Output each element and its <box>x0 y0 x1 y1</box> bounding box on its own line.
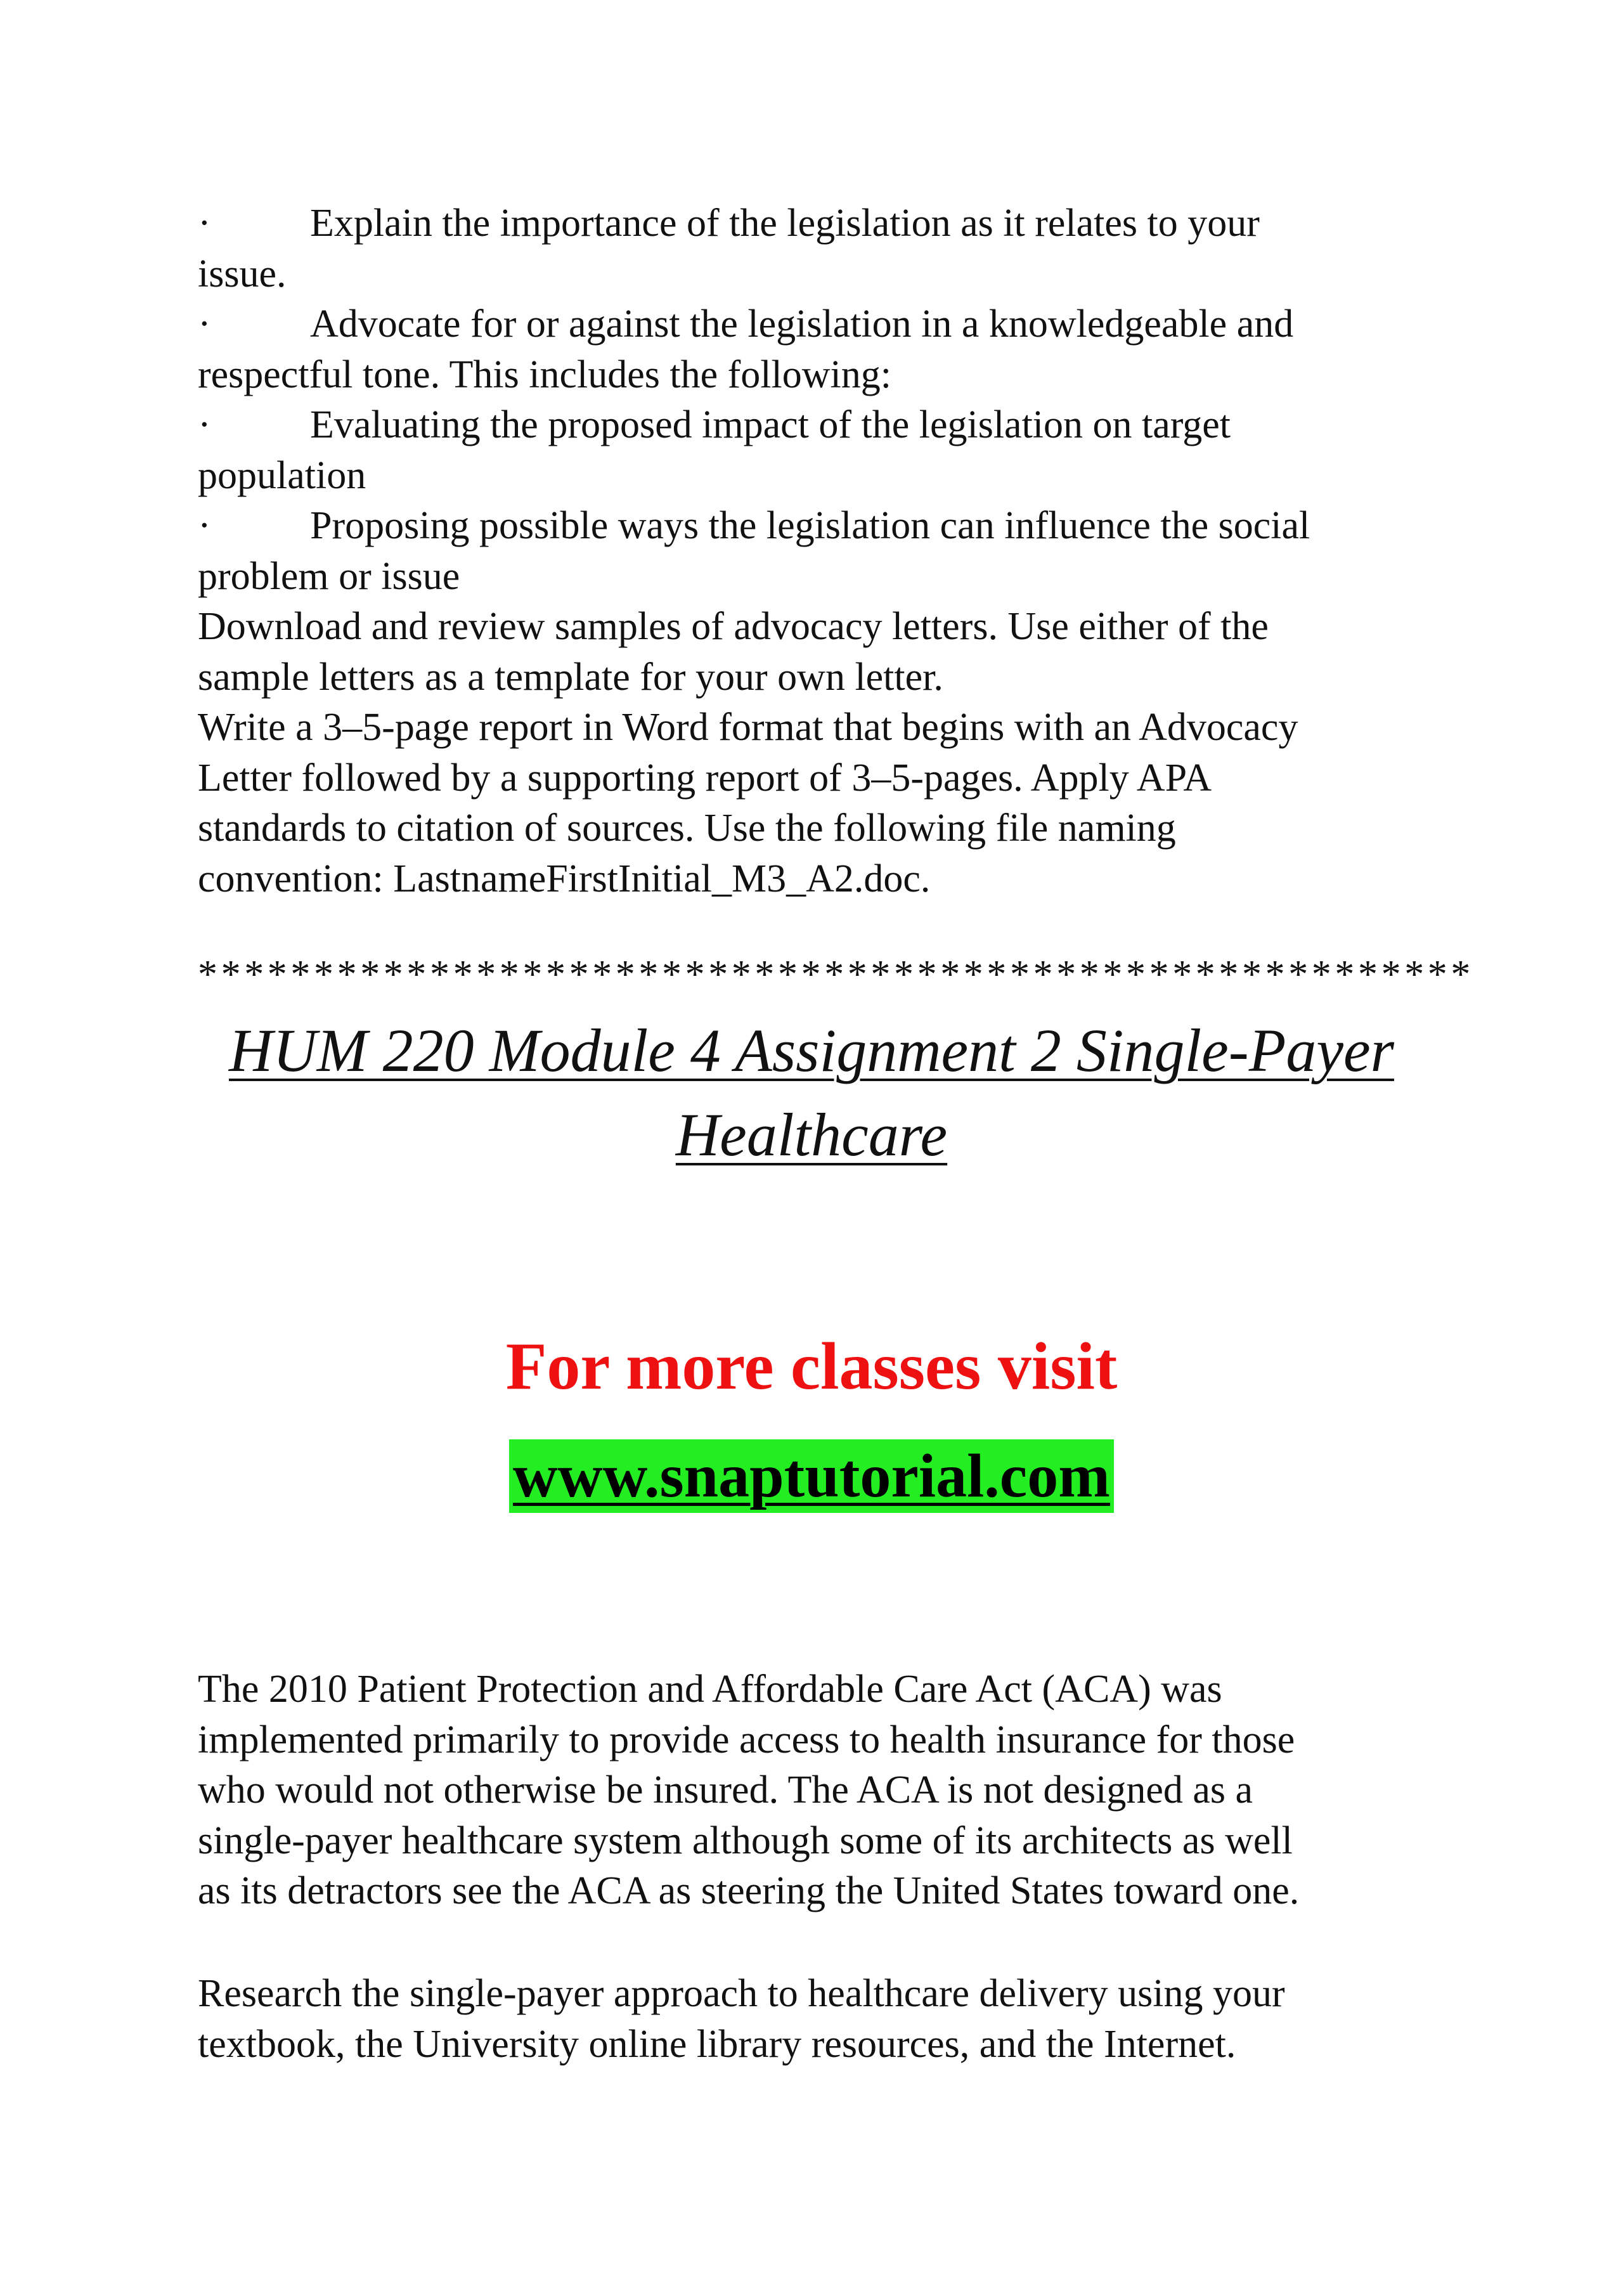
bullet-text: Proposing possible ways the legislation can influence the social <box>310 504 1310 547</box>
promo-url-wrapper <box>0 1439 1623 1513</box>
paragraph-line: implemented primarily to provide access to health insurance for those <box>198 1718 1295 1761</box>
bullet-continuation: issue. <box>198 252 287 295</box>
bullet-item <box>198 299 1466 400</box>
paragraph-line: Research the single-payer approach to healthcare delivery using your <box>198 1972 1285 2015</box>
instructions-line: sample letters as a template for your own letter. <box>198 655 943 699</box>
asterisk-separator: ******************************************************* <box>198 953 1474 996</box>
promo-text: For more classes visit <box>505 1329 1118 1403</box>
bullet-marker: · <box>198 202 211 245</box>
bullet-item <box>198 501 1466 602</box>
paragraph-line: single-payer healthcare system although some of its architects as well <box>198 1819 1293 1862</box>
bullet-item <box>198 400 1466 501</box>
bullet-text: Advocate for or against the legislation in a knowledgeable and <box>310 302 1294 346</box>
bullet-list <box>198 198 1466 904</box>
instructions-line: Letter followed by a supporting report of 3–5-pages. Apply APA <box>198 756 1212 800</box>
instructions-line: Download and review samples of advocacy letters. Use either of the <box>198 605 1269 648</box>
paragraph-line: as its detractors see the ACA as steering the United States toward one. <box>198 1869 1300 1912</box>
paragraph-line: The 2010 Patient Protection and Affordable Care Act (ACA) was <box>198 1668 1222 1711</box>
paragraph-line: who would not otherwise be insured. The ACA is not designed as a <box>198 1768 1253 1812</box>
paragraph-line: textbook, the University online library resources, and the Internet. <box>198 2022 1236 2066</box>
bullet-text: Explain the importance of the legislation as it relates to your <box>310 202 1260 245</box>
bullet-continuation: population <box>198 453 366 497</box>
instructions-paragraph <box>198 602 1466 904</box>
bullet-text: Evaluating the proposed impact of the legislation on target <box>310 403 1231 446</box>
bullet-continuation: respectful tone. This includes the following: <box>198 353 891 396</box>
bullet-item <box>198 198 1466 299</box>
title-line: Healthcare <box>675 1101 948 1169</box>
title-line: HUM 220 Module 4 Assignment 2 Single-Payer <box>229 1016 1394 1084</box>
research-paragraph <box>198 1969 1466 2070</box>
bullet-marker: · <box>198 504 211 547</box>
bullet-marker: · <box>198 403 211 446</box>
assignment-title <box>158 1008 1465 1177</box>
instructions-line: Write a 3–5-page report in Word format that begins with an Advocacy <box>198 706 1298 749</box>
bullet-marker: · <box>198 302 211 346</box>
bullet-continuation: problem or issue <box>198 554 460 598</box>
aca-paragraph <box>198 1664 1466 1917</box>
instructions-line: convention: LastnameFirstInitial_M3_A2.doc. <box>198 857 931 900</box>
promo-url-link[interactable]: www.snaptutorial.com <box>509 1439 1114 1513</box>
instructions-line: standards to citation of sources. Use the following file naming <box>198 807 1176 850</box>
